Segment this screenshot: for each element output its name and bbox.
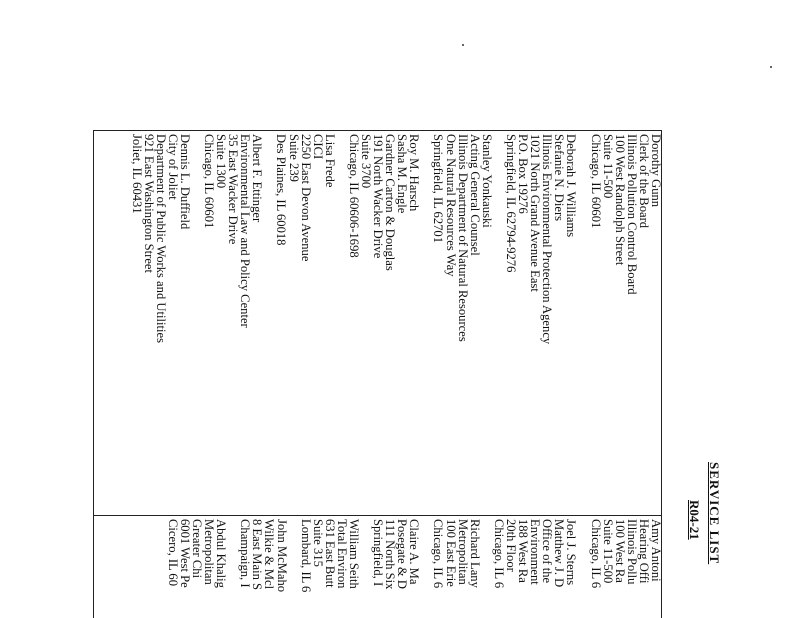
address-entry <box>300 519 360 618</box>
address-line: CICI <box>310 134 325 160</box>
table-border-left <box>94 130 662 131</box>
address-line: Springfield, IL 62794-9276 <box>503 134 518 273</box>
address-line: Gardner Carton & Douglas <box>383 134 398 271</box>
address-line: Chicago, IL 6 <box>431 519 446 589</box>
address-entry <box>505 134 578 510</box>
address-entry <box>493 519 578 618</box>
address-line: 631 East Butt <box>322 519 337 588</box>
address-line: 6001 West Pe <box>177 519 192 588</box>
address-line: John McMaho <box>274 519 289 593</box>
address-line: Metropolitan <box>455 519 470 585</box>
address-line: 20th Floor <box>503 519 518 572</box>
address-line: Illinois Environmental Protection Agency <box>540 134 555 345</box>
address-line: Champaign, I <box>238 519 253 588</box>
address-line: Joliet, IL 60431 <box>129 134 144 214</box>
address-line: Claire A. Ma <box>407 519 422 585</box>
address-line: Wilkie & Mcl <box>262 519 277 590</box>
address-line: 35 East Wacker Drive <box>226 134 241 245</box>
scan-speck <box>770 66 772 68</box>
address-line: Illinois Pollution Control Board <box>624 134 639 295</box>
address-line: One Natural Resources Way <box>443 134 458 277</box>
service-list-table <box>22 130 662 618</box>
address-entry <box>348 134 421 510</box>
address-line: Albert F. Ettinger <box>250 134 265 223</box>
address-line: Clerk of the Board <box>636 134 651 229</box>
address-line: Stanley Yonkauski <box>479 134 494 228</box>
address-line: Dorothy Gunn <box>649 134 663 208</box>
address-line: William Seith <box>347 519 362 589</box>
address-line: Stefanie N. Diers <box>552 134 567 222</box>
address-entry <box>167 519 227 618</box>
address-line: Greater Chi <box>190 519 204 579</box>
address-line: Suite 315 <box>310 519 325 567</box>
address-line: City of Joliet <box>165 134 180 200</box>
address-line: Springfield, IL 62701 <box>431 134 446 244</box>
address-line: Lombard, IL 6 <box>298 519 313 593</box>
address-line: Chicago, IL 6 <box>588 519 603 589</box>
address-line: 100 West Randolph Street <box>612 134 627 266</box>
address-line: 921 East Washington Street <box>141 134 156 274</box>
address-line: 111 North Six <box>383 519 398 590</box>
address-line: Posegate & D <box>395 519 410 589</box>
address-line: Chicago, IL 6 <box>491 519 506 589</box>
address-line: Suite 1300 <box>214 134 229 189</box>
address-line: Environment <box>528 519 543 585</box>
address-line: Joel J. Sterns <box>564 519 579 586</box>
address-line: Cicero, IL 60 <box>165 519 180 587</box>
address-line: Des Plaines, IL 60018 <box>274 134 289 246</box>
address-line: Matthew J. D <box>552 519 567 588</box>
table-column-divider <box>94 515 662 516</box>
address-line: Sasha M. Engle <box>395 134 410 214</box>
address-line: Chicago, IL 60606-1698 <box>346 134 361 258</box>
address-line: 100 East Erie <box>443 519 458 587</box>
address-line: Springfield, I <box>371 519 386 587</box>
address-entry <box>130 134 190 510</box>
address-line: Environmental Law and Policy Center <box>238 134 253 328</box>
address-line: 188 West Ra <box>516 519 531 583</box>
address-line: 100 West Ra <box>612 519 627 583</box>
address-line: 1021 North Grand Avenue East <box>528 134 543 292</box>
address-line: Amy Antoni <box>649 519 663 582</box>
address-line: 191 North Wacker Drive <box>371 134 386 259</box>
address-line: Department of Public Works and Utilities <box>153 134 168 343</box>
address-line: Illinois Department of Natural Resources <box>455 134 470 342</box>
address-line: Abdul Khalig <box>214 519 229 588</box>
address-entry <box>589 134 662 510</box>
address-line: Total Environ <box>334 519 349 589</box>
address-line: P.O. Box 19276 <box>516 134 531 214</box>
address-line: Dennis L. Duffield <box>177 134 192 230</box>
address-line: Suite 3700 <box>359 134 374 189</box>
address-line: Hearing Offi <box>636 519 651 584</box>
address-entry <box>432 519 480 618</box>
document-title: SERVICE LIST <box>707 462 722 565</box>
address-line: 8 East Main S <box>250 519 265 591</box>
address-line: Chicago, IL 60601 <box>588 134 603 229</box>
address-entry <box>239 519 287 618</box>
address-line: Illinois Pollu <box>624 519 639 585</box>
address-line: Suite 11-500 <box>600 519 615 584</box>
address-entry <box>203 134 263 510</box>
address-line: Metropolitan <box>202 519 217 585</box>
address-line: Acting General Counsel <box>467 134 482 256</box>
address-line: 2250 East Devon Avenue <box>298 134 313 262</box>
address-line: Suite 239 <box>286 134 301 182</box>
address-entry <box>275 134 335 510</box>
left-column <box>118 134 662 510</box>
docket-number: R04-21 <box>687 500 702 540</box>
address-line: Office of the <box>540 519 555 584</box>
address-line: Chicago, IL 60601 <box>202 134 216 229</box>
address-entry <box>372 519 420 618</box>
table-border-bottom <box>93 130 94 618</box>
address-line: Richard Lany <box>467 519 482 588</box>
address-line: Deborah J. Williams <box>564 134 579 238</box>
address-line: Roy M. Harsch <box>407 134 422 212</box>
right-column <box>155 519 662 618</box>
address-line: Lisa Frede <box>322 134 337 188</box>
address-entry <box>432 134 492 510</box>
address-entry <box>589 519 662 618</box>
address-line: Suite 11-500 <box>600 134 615 199</box>
